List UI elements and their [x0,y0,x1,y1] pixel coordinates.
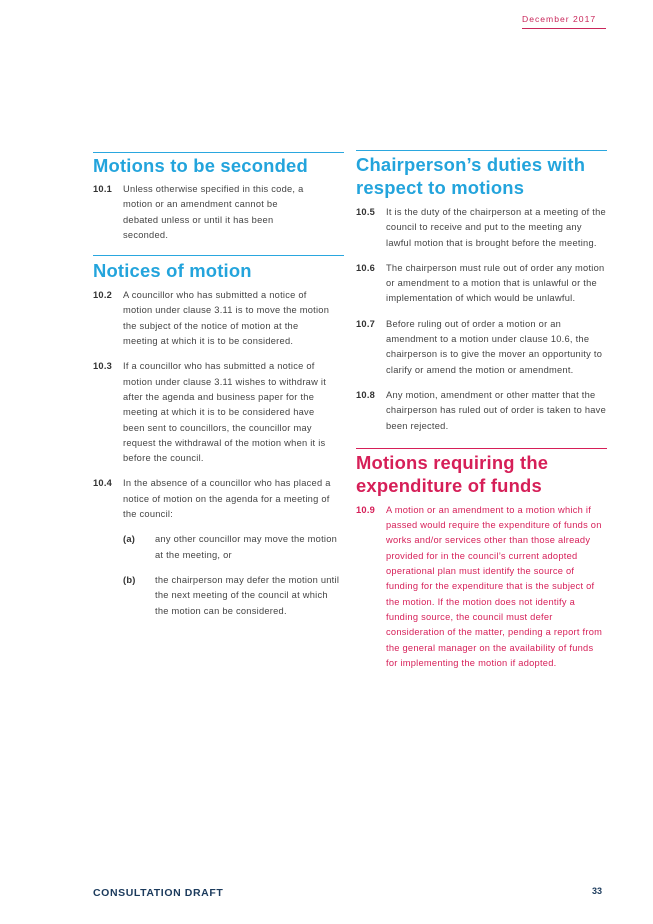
section-title-motions-seconded: Motions to be seconded [93,155,308,176]
clause-number: 10.3 [93,361,113,372]
section-title-notices-of-motion: Notices of motion [93,260,252,282]
clause-number: 10.9 [356,504,376,515]
clause-number: 10.2 [93,290,113,301]
clause-text: The chairperson must rule out of order any motion or amendment to a motion that is unlawful or the implementation of which would be unlawful. [386,262,605,304]
clause-number: 10.6 [356,262,376,273]
section-rule [93,152,344,153]
section-title-chairperson-duties: Chairperson’s duties with respect to motions [356,154,586,198]
clause-10-1 [93,182,344,243]
subclause-text: the chairperson may defer the motion until the next meeting of the council at which the motion can be considered. [155,574,340,616]
clause-text: A motion or an amendment to a motion which if passed would require the expenditure of funds on works and/or services other than those already provided for in the council’s current adopted operational plan must identify the source of funding for the expenditure that is the subject of the motion. If the motion does not identify a funding source, the council must defer consideration of the matter, pending a report from the general manager on the availability of funds for implementing the motion if adopted. [386,504,603,668]
clause-10-5 [356,205,607,251]
clause-10-4 [93,476,344,522]
clause-text: Unless otherwise specified in this code, a motion or an amendment cannot be debated unless or until it has been seconded. [123,184,304,240]
footer-label: CONSULTATION DRAFT [93,887,224,899]
section-title-expenditure-of-funds: Motions requiring the expenditure of funds [356,451,549,496]
clause-number: 10.4 [93,478,113,489]
clause-10-6 [356,261,607,307]
clause-10-9 [356,503,607,671]
clause-text: It is the duty of the chairperson at a meeting of the council to receive and put to the meeting any lawful motion that is brought before the meeting. [386,207,606,248]
clause-10-2 [93,288,344,349]
page-number: 33 [592,886,603,896]
clause-number: 10.8 [356,389,376,400]
clause-text: If a councillor who has submitted a notice of motion under clause 3.11 wishes to withdraw it after the agenda and business paper for the meeting at which it is to be considered have been sent to councillors, the councillor may request the withdrawal of the motion when it is before the council. [123,361,327,464]
header-date: December 2017 [522,14,597,24]
clause-10-3 [93,359,344,466]
section-rule [356,448,607,449]
section-rule [93,255,344,256]
clause-10-7 [356,317,607,378]
clause-number: 10.7 [356,318,376,329]
left-column [93,152,344,619]
clause-text: In the absence of a councillor who has placed a notice of motion on the agenda for a meeting of the council: [123,478,331,520]
subclause-label: (a) [123,534,136,545]
clause-number: 10.1 [93,184,113,194]
clause-number: 10.5 [356,207,376,217]
clause-10-8 [356,388,607,434]
subclause-text: any other councillor may move the motion at the meeting, or [155,534,338,560]
clause-text: Any motion, amendment or other matter that the chairperson has ruled out of order is taken to have been rejected. [386,389,606,431]
clause-text: Before ruling out of order a motion or an amendment to a motion under clause 10.6, the chairperson is to give the mover an opportunity to clarify or amend the motion or amendment. [386,318,603,375]
right-column [356,150,607,671]
section-rule [356,150,607,151]
header-rule [522,28,606,29]
subclause-label: (b) [123,574,136,585]
clause-text: A councillor who has submitted a notice of motion under clause 3.11 is to move the motion the subject of the notice of motion at the meeting at which it is to be considered. [123,290,330,347]
subclause-a [123,532,344,563]
subclause-b [123,573,344,619]
